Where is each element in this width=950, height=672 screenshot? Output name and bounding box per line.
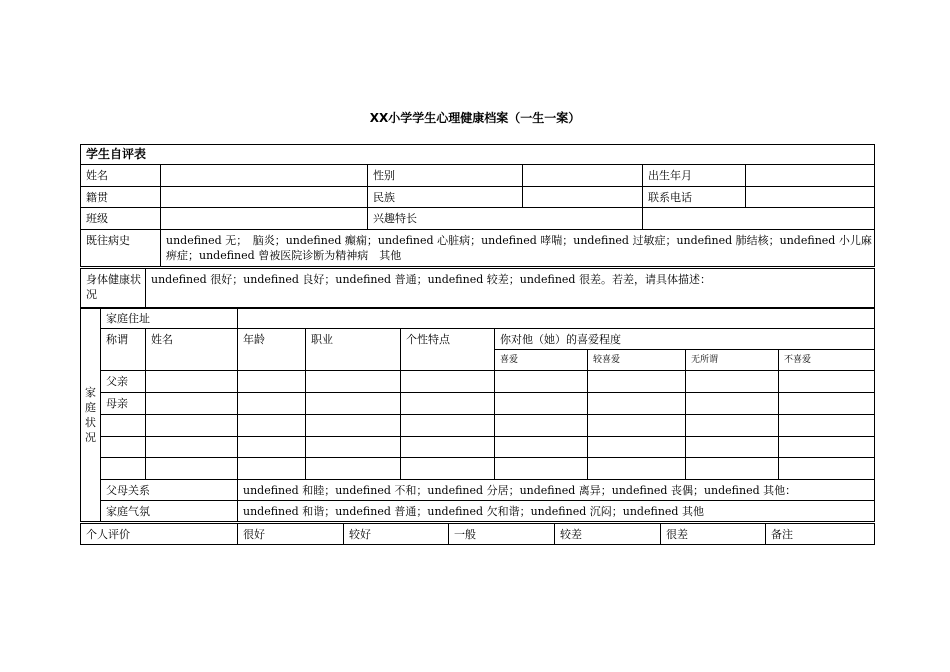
evaluation-option-poor[interactable]: 较差 bbox=[555, 524, 661, 545]
ethnicity-field[interactable] bbox=[523, 187, 643, 208]
ethnicity-label: 民族 bbox=[368, 187, 523, 208]
member-cell[interactable] bbox=[779, 393, 875, 415]
member-cell[interactable] bbox=[306, 393, 401, 415]
member-cell[interactable] bbox=[401, 393, 495, 415]
name-field[interactable] bbox=[161, 165, 368, 187]
member-cell[interactable] bbox=[686, 437, 779, 458]
member-relation: 母亲 bbox=[101, 393, 146, 415]
hobby-label: 兴趣特长 bbox=[368, 208, 643, 230]
member-cell[interactable] bbox=[401, 458, 495, 480]
page-title: XX小学学生心理健康档案（一生一案） bbox=[369, 111, 581, 125]
job-header: 职业 bbox=[306, 329, 401, 371]
member-cell[interactable] bbox=[238, 415, 306, 437]
member-cell[interactable] bbox=[146, 458, 238, 480]
member-cell[interactable] bbox=[306, 437, 401, 458]
affection-level-like: 喜爱 bbox=[495, 350, 588, 371]
basic-info-table bbox=[80, 144, 875, 267]
name-label: 姓名 bbox=[81, 165, 161, 187]
evaluation-option-average[interactable]: 一般 bbox=[449, 524, 555, 545]
address-label: 家庭住址 bbox=[101, 308, 238, 329]
member-cell[interactable] bbox=[238, 371, 306, 393]
evaluation-remarks[interactable]: 备注 bbox=[766, 524, 875, 545]
member-cell[interactable] bbox=[401, 415, 495, 437]
member-cell[interactable] bbox=[495, 371, 588, 393]
gender-label: 性别 bbox=[368, 165, 523, 187]
medical-history-options[interactable]: undefined 无； 脑炎；undefined 癫痫；undefined 心脏病；undefined 哮喘；undefined 过敏症；undefined 肺结核；undefined 小儿麻痹症；undefined 曾被医院诊断为精神病 其他 bbox=[161, 230, 875, 267]
member-cell[interactable] bbox=[588, 415, 686, 437]
member-cell[interactable] bbox=[779, 371, 875, 393]
birth-label: 出生年月 bbox=[643, 165, 746, 187]
affection-header: 你对他（她）的喜爱程度 bbox=[495, 329, 875, 350]
affection-level-dislike: 不喜爱 bbox=[779, 350, 875, 371]
member-cell[interactable] bbox=[495, 393, 588, 415]
class-label: 班级 bbox=[81, 208, 161, 230]
affection-level-somewhat: 较喜爱 bbox=[588, 350, 686, 371]
member-cell[interactable] bbox=[495, 415, 588, 437]
member-cell[interactable] bbox=[779, 458, 875, 480]
hobby-field[interactable] bbox=[643, 208, 875, 230]
member-name-header: 姓名 bbox=[146, 329, 238, 371]
gender-field[interactable] bbox=[523, 165, 643, 187]
member-cell[interactable] bbox=[146, 393, 238, 415]
member-cell[interactable] bbox=[686, 371, 779, 393]
member-cell[interactable] bbox=[146, 415, 238, 437]
evaluation-option-good[interactable]: 较好 bbox=[344, 524, 449, 545]
atmosphere-options[interactable]: undefined 和谐；undefined 普通；undefined 欠和谐；undefined 沉闷；undefined 其他 bbox=[238, 501, 875, 522]
member-cell[interactable] bbox=[495, 437, 588, 458]
family-table bbox=[80, 307, 875, 522]
member-cell[interactable] bbox=[238, 458, 306, 480]
age-header: 年龄 bbox=[238, 329, 306, 371]
member-relation[interactable] bbox=[101, 415, 146, 437]
member-cell[interactable] bbox=[238, 437, 306, 458]
member-cell[interactable] bbox=[238, 393, 306, 415]
member-cell[interactable] bbox=[588, 371, 686, 393]
evaluation-option-very-poor[interactable]: 很差 bbox=[661, 524, 766, 545]
health-status-table bbox=[80, 268, 875, 309]
health-status-options[interactable]: undefined 很好；undefined 良好；undefined 普通；undefined 较差；undefined 很差。若差，请具体描述： bbox=[146, 269, 875, 309]
member-cell[interactable] bbox=[306, 371, 401, 393]
member-cell[interactable] bbox=[588, 458, 686, 480]
parents-relation-options[interactable]: undefined 和睦；undefined 不和；undefined 分居；undefined 离异；undefined 丧偶；undefined 其他： bbox=[238, 480, 875, 501]
member-cell[interactable] bbox=[495, 458, 588, 480]
parents-relation-label: 父母关系 bbox=[101, 480, 238, 501]
member-cell[interactable] bbox=[146, 437, 238, 458]
personality-header: 个性特点 bbox=[401, 329, 495, 371]
evaluation-label: 个人评价 bbox=[81, 524, 238, 545]
section-title: 学生自评表 bbox=[81, 145, 875, 165]
health-status-label: 身体健康状况 bbox=[81, 269, 146, 309]
member-relation[interactable] bbox=[101, 458, 146, 480]
relation-header: 称谓 bbox=[101, 329, 146, 371]
member-cell[interactable] bbox=[401, 437, 495, 458]
evaluation-option-very-good[interactable]: 很好 bbox=[238, 524, 344, 545]
phone-field[interactable] bbox=[746, 187, 875, 208]
member-cell[interactable] bbox=[779, 437, 875, 458]
affection-level-indifferent: 无所谓 bbox=[686, 350, 779, 371]
member-cell[interactable] bbox=[146, 371, 238, 393]
member-cell[interactable] bbox=[779, 415, 875, 437]
member-cell[interactable] bbox=[588, 393, 686, 415]
native-field[interactable] bbox=[161, 187, 368, 208]
member-cell[interactable] bbox=[686, 415, 779, 437]
member-cell[interactable] bbox=[686, 458, 779, 480]
address-field[interactable] bbox=[238, 308, 875, 329]
phone-label: 联系电话 bbox=[643, 187, 746, 208]
member-cell[interactable] bbox=[401, 371, 495, 393]
birth-field[interactable] bbox=[746, 165, 875, 187]
medical-history-label: 既往病史 bbox=[81, 230, 161, 267]
family-side-label: 家庭状况 bbox=[81, 308, 101, 522]
member-cell[interactable] bbox=[306, 415, 401, 437]
atmosphere-label: 家庭气氛 bbox=[101, 501, 238, 522]
member-cell[interactable] bbox=[306, 458, 401, 480]
class-field[interactable] bbox=[161, 208, 368, 230]
native-label: 籍贯 bbox=[81, 187, 161, 208]
evaluation-table bbox=[80, 523, 875, 545]
member-relation: 父亲 bbox=[101, 371, 146, 393]
member-cell[interactable] bbox=[686, 393, 779, 415]
member-relation[interactable] bbox=[101, 437, 146, 458]
member-cell[interactable] bbox=[588, 437, 686, 458]
